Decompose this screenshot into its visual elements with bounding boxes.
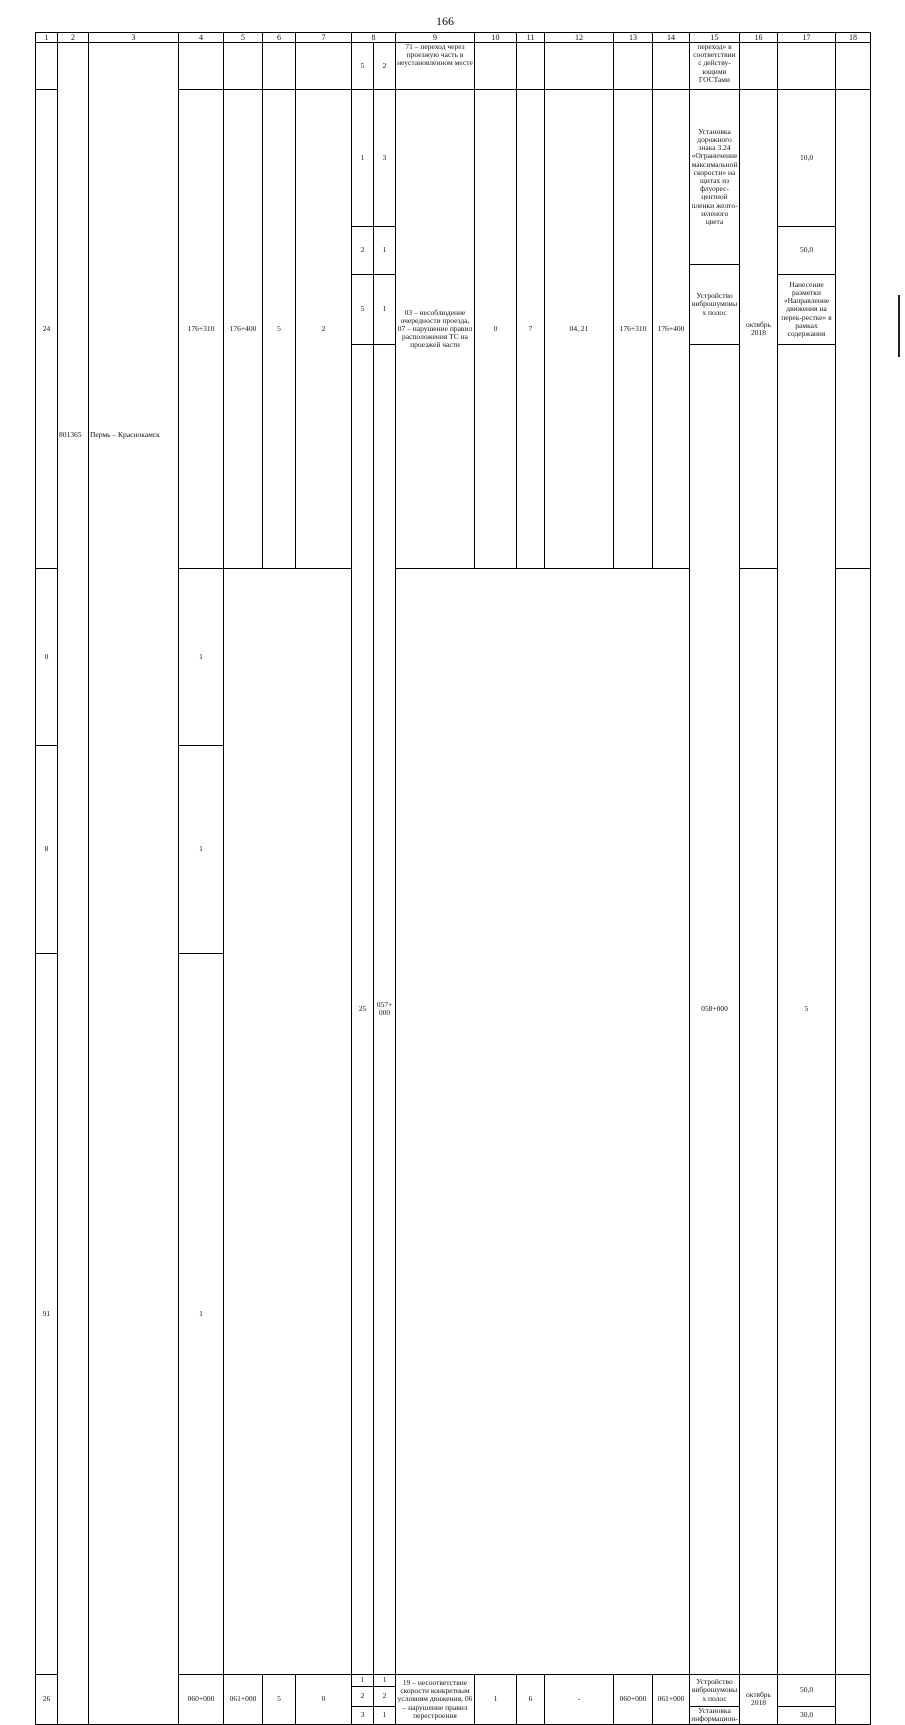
cell: 0 xyxy=(475,90,517,569)
cell: 2 xyxy=(352,1686,374,1706)
col-header: 1 xyxy=(36,33,58,43)
cell: 1 xyxy=(352,90,374,227)
date-cell: октябрь 2018 xyxy=(740,90,778,569)
dtp-measures-table xyxy=(35,32,871,1725)
km-to: 058+000 xyxy=(690,345,740,1675)
page-number: 166 xyxy=(436,14,454,28)
cell: 2 xyxy=(352,227,374,275)
date-cell: октябрь 2018 xyxy=(740,1674,778,1724)
col-header: 8 xyxy=(352,33,396,43)
cell: 1 xyxy=(374,1674,396,1686)
violation-cell: 19 – несоответствие скорости конкретным условиям движения, 06 – нарушение правил перестроения xyxy=(396,1674,475,1724)
cell: 5 xyxy=(263,90,296,569)
col-header: 16 xyxy=(740,33,778,43)
measure-cell: Устройство виброшумовых полос xyxy=(690,1674,740,1706)
measure-cell: Установка дорожного знака 3.24 «Ограничение максимальной скорости» на щитах из флуорес-центной пленки желто-зеленого цвета xyxy=(690,90,740,265)
cell: 1 xyxy=(475,1674,517,1724)
measure-cell: Установка информацион- xyxy=(691,1705,738,1724)
road-name-cell xyxy=(89,43,179,1725)
cell: 1 xyxy=(179,953,224,1674)
table-row xyxy=(36,43,871,90)
km-to: 061+000 xyxy=(224,1674,263,1724)
cell: 1 xyxy=(374,227,396,275)
cell: 04, 21 xyxy=(545,90,614,569)
cell: 71 – переход через проезжую часть в неустановленном месте xyxy=(396,43,475,90)
cell: 5 xyxy=(352,43,374,90)
cell: 061+000 xyxy=(653,1674,690,1724)
cell: 50,0 xyxy=(778,1674,836,1706)
col-header: 13 xyxy=(614,33,653,43)
measure-cell: Нанесение разметки «Направление движения на перек-рестке» в рамках содержания xyxy=(778,275,836,345)
km-to: 176+400 xyxy=(224,90,263,569)
cell: 5 xyxy=(778,345,836,1675)
col-header: 11 xyxy=(517,33,545,43)
cell: - xyxy=(545,1674,614,1724)
col-header: 9 xyxy=(396,33,475,43)
road-code-cell xyxy=(58,43,89,1725)
cell: 0 xyxy=(296,1674,352,1724)
col-header: 18 xyxy=(836,33,871,43)
col-header: 6 xyxy=(263,33,296,43)
col-header: 3 xyxy=(89,33,179,43)
row-number: 26 xyxy=(36,1674,58,1724)
cell: 1 xyxy=(352,1674,374,1686)
header-row xyxy=(36,33,871,43)
cell: 060+000 xyxy=(614,1674,653,1724)
scan-edge-mark xyxy=(898,295,900,357)
cell: 3 xyxy=(352,1706,374,1724)
measure-cell: Устройство виброшумовых полос xyxy=(690,265,740,345)
col-header: 5 xyxy=(224,33,263,43)
cell: 1 xyxy=(374,275,396,345)
cell: 50,0 xyxy=(778,227,836,275)
cell: переход» в соответствии с действу-ющими ГОСТами xyxy=(690,43,740,90)
cell: 1 xyxy=(179,569,224,745)
cell: 2 xyxy=(374,1686,396,1706)
violation-cell: 03 – несоблюдение очередности проезда, 07 – нарушение правил расположения ТС на проезжей части xyxy=(396,90,475,569)
row-number: 24 xyxy=(36,90,58,569)
cell: 8 xyxy=(36,745,58,953)
cell: 5 xyxy=(263,1674,296,1724)
cell: 7 xyxy=(517,90,545,569)
cell: 2 xyxy=(374,43,396,90)
col-header: 2 xyxy=(58,33,89,43)
km-from: 057+000 xyxy=(374,345,396,1675)
km-from: 060+000 xyxy=(179,1674,224,1724)
cell: 0 xyxy=(36,569,58,745)
cell: 176+310 xyxy=(614,90,653,569)
cell: 3 xyxy=(374,90,396,227)
cell: 91 xyxy=(36,953,58,1674)
cell: 10,0 xyxy=(778,90,836,227)
cell: 6 xyxy=(517,1674,545,1724)
km-from: 176+310 xyxy=(179,90,224,569)
col-header: 12 xyxy=(545,33,614,43)
cell: 2 xyxy=(296,90,352,569)
cell: 30,0 xyxy=(778,1706,836,1724)
cell: 5 xyxy=(352,275,374,345)
col-header: 4 xyxy=(179,33,224,43)
row-number: 25 xyxy=(352,345,374,1675)
col-header: 15 xyxy=(690,33,740,43)
col-header: 10 xyxy=(475,33,517,43)
road-code: 801365 xyxy=(59,430,82,439)
col-header: 17 xyxy=(778,33,836,43)
col-header: 14 xyxy=(653,33,690,43)
cell: 1 xyxy=(179,745,224,953)
road-name: Пермь – Краснокамск xyxy=(90,430,160,439)
cell: 176+400 xyxy=(653,90,690,569)
cell: 1 xyxy=(374,1706,396,1724)
col-header: 7 xyxy=(296,33,352,43)
